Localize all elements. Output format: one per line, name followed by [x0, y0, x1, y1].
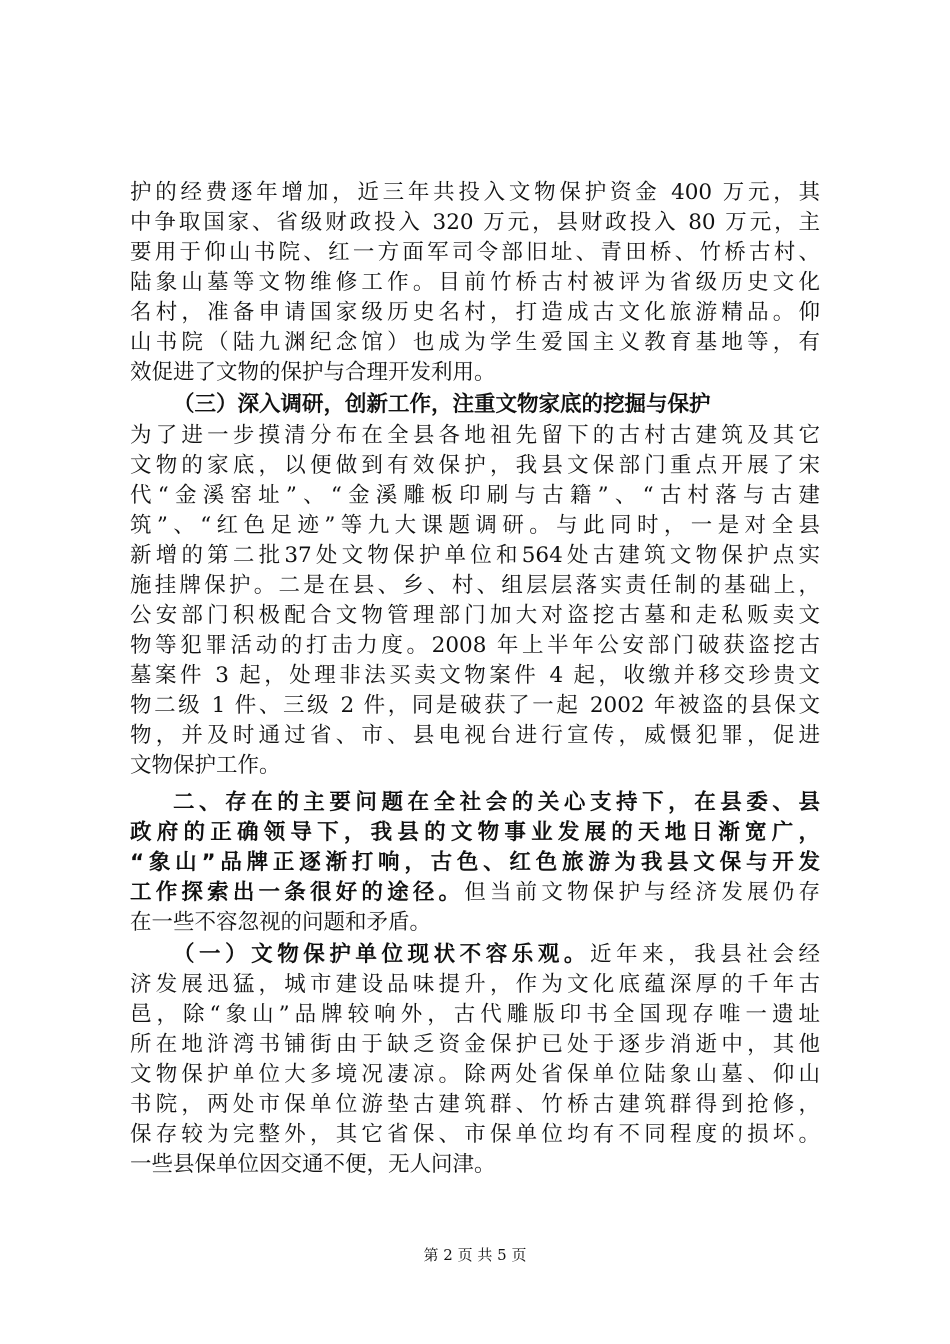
section-heading-three: （三）深入调研，创新工作，注重文物家底的挖掘与保护 [173, 392, 711, 417]
body-line-1: 护的经费逐年增加，近三年共投入文物保护资金 400 万元，其 [130, 180, 820, 205]
body-line-10: 文物的家底，以便做到有效保护，我县文保部门重点开展了宋 [130, 453, 820, 478]
page-number-footer: 第 2 页 共 5 页 [423, 1246, 527, 1264]
body-line-5: 名村，准备申请国家级历史名村，打造成古文化旅游精品。仰 [130, 300, 820, 325]
body-line-33: 一些县保单位因交通不便，无人问津。 [130, 1152, 496, 1177]
section-heading-two-line-1: 二、存在的主要问题在全社会的关心支持下，在县委、县 [173, 790, 820, 815]
body-line-29: 所在地浒湾书铺街由于缺乏资金保护已处于逐步消逝中，其他 [130, 1032, 820, 1057]
body-line-30: 文物保护单位大多境况凄凉。除两处省保单位陆象山墓、仰山 [130, 1062, 820, 1087]
body-line-4: 陆象山墓等文物维修工作。目前竹桥古村被评为省级历史文化 [130, 270, 820, 295]
body-line-11: 代“金溪窑址”、“金溪雕板印刷与古籍”、“古村落与古建 [130, 483, 820, 508]
body-line-24: 工作探索出一条很好的途径。但当前文物保护与经济发展仍存 [130, 880, 820, 905]
body-line-20: 文物保护工作。 [130, 753, 281, 778]
body-line-15: 公安部门积极配合文物管理部门加大对盗挖古墓和走私贩卖文 [130, 603, 820, 628]
body-line-25: 在一些不容忽视的问题和矛盾。 [130, 910, 432, 935]
body-line-13: 新增的第二批37处文物保护单位和564处古建筑文物保护点实 [130, 543, 820, 568]
body-line-16: 物等犯罪活动的打击力度。2008 年上半年公安部门破获盗挖古 [130, 633, 820, 658]
subsection-heading-one: （一）文物保护单位现状不容乐观。近年来，我县社会经 [173, 942, 820, 967]
body-line-31: 书院，两处市保单位游垫古建筑群、竹桥古建筑群得到抢修， [130, 1092, 820, 1117]
body-line-19: 物，并及时通过省、市、县电视台进行宣传，威慑犯罪，促进 [130, 723, 820, 748]
body-line-28: 邑，除“象山”品牌较响外，古代雕版印书全国现存唯一遗址 [130, 1002, 820, 1027]
body-line-6: 山书院（陆九渊纪念馆）也成为学生爱国主义教育基地等，有 [130, 330, 820, 355]
section-heading-two-line-3: “象山”品牌正逐渐打响，古色、红色旅游为我县文保与开发 [130, 850, 820, 875]
body-line-12: 筑”、“红色足迹”等九大课题调研。与此同时，一是对全县 [130, 513, 820, 538]
body-line-7: 效促进了文物的保护与合理开发利用。 [130, 360, 496, 385]
body-line-32: 保存较为完整外，其它省保、市保单位均有不同程度的损坏。 [130, 1122, 820, 1147]
body-line-17: 墓案件 3 起，处理非法买卖文物案件 4 起，收缴并移交珍贵文 [130, 663, 820, 688]
body-line-2: 中争取国家、省级财政投入 320 万元，县财政投入 80 万元，主 [130, 210, 820, 235]
body-line-9: 为了进一步摸清分布在全县各地祖先留下的古村古建筑及其它 [130, 423, 820, 448]
body-line-3: 要用于仰山书院、红一方面军司令部旧址、青田桥、竹桥古村、 [130, 240, 820, 265]
body-line-27: 济发展迅猛，城市建设品味提升，作为文化底蕴深厚的千年古 [130, 972, 820, 997]
section-heading-two-line-2: 政府的正确领导下，我县的文物事业发展的天地日渐宽广， [130, 820, 820, 845]
body-line-18: 物二级 1 件、三级 2 件，同是破获了一起 2002 年被盗的县保文 [130, 693, 820, 718]
body-line-14: 施挂牌保护。二是在县、乡、村、组层层落实责任制的基础上， [130, 573, 820, 598]
